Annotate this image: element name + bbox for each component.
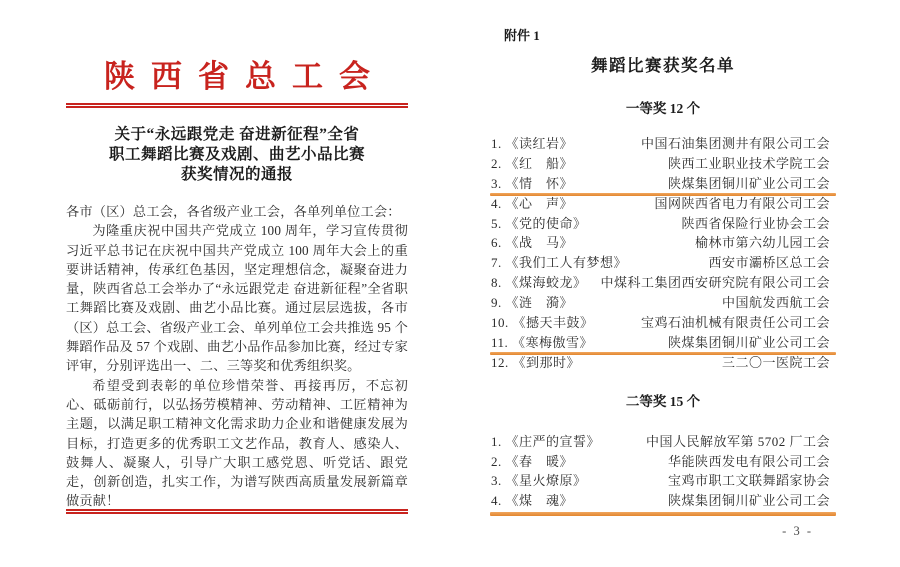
award-row (490, 333, 836, 353)
first-prize-heading: 一等奖 12 个 (625, 101, 701, 116)
award-row (490, 233, 836, 253)
award-row (490, 452, 836, 472)
work-title: 5. 《党的使命》 (491, 215, 587, 231)
second-prize-heading: 二等奖 15 个 (625, 393, 701, 409)
union-name: 榆林市第六幼儿园工会 (694, 235, 830, 251)
award-row (490, 491, 836, 511)
award-row (490, 273, 836, 293)
award-row (490, 253, 836, 273)
award-row (490, 432, 836, 452)
award-row (490, 154, 836, 174)
doc-title-line-3: 获奖情况的通报 (180, 166, 293, 183)
union-name: 三二〇一医院工会 (721, 354, 830, 370)
work-title: 10. 《撼天丰鼓》 (491, 315, 594, 331)
award-row (490, 293, 836, 313)
work-title: 9. 《涟 漪》 (491, 295, 574, 311)
body-paragraph-1: 为隆重庆祝中国共产党成立 100 周年，学习宣传贯彻习近平总书记在庆祝中国共产党成立 100 周年大会上的重要讲话精神，传承红色基因，坚定理想信念，凝聚奋进力量，陕西省总工会举办了“永远跟党走 奋进新征程”全省职工舞蹈比赛及戏剧、曲艺小品比赛。通过层层选拔，各市（区）总工会、省级产业工会、单列单位工会共推选 95 个舞蹈作品及 57 个戏剧、曲艺小品作品参加比赛，经过专家评审，分别评选出一、二、三等奖和优秀组织奖。 (66, 223, 408, 374)
second-prize-list (490, 432, 836, 512)
first-prize-list (490, 134, 836, 373)
award-list-page (490, 0, 836, 567)
org-title: 陕西省总工会 (104, 59, 386, 94)
award-row (490, 471, 836, 491)
work-title: 3. 《星火燎原》 (491, 473, 587, 489)
attachment-label: 附件 1 (504, 28, 540, 43)
union-name: 中国航发西航工会 (721, 295, 830, 311)
award-row (490, 134, 836, 154)
award-row (490, 313, 836, 333)
union-name: 华能陕西发电有限公司工会 (667, 453, 830, 469)
notice-page (66, 0, 408, 567)
union-name: 中国石油集团测井有限公司工会 (640, 136, 830, 151)
union-name: 陕煤集团铜川矿业公司工会 (667, 334, 830, 350)
page-number: - 3 - (782, 523, 813, 538)
award-row (490, 194, 836, 214)
work-title: 3. 《情 怀》 (491, 175, 574, 191)
red-double-rule-bottom (66, 509, 408, 514)
work-title: 4. 《煤 魂》 (491, 493, 574, 509)
union-name: 宝鸡市职工文联舞蹈家协会 (667, 473, 830, 489)
salutation: 各市（区）总工会，各省级产业工会，各单列单位工会： (66, 204, 401, 219)
award-row (490, 174, 836, 194)
work-title: 8. 《煤海蛟龙》 (491, 275, 587, 291)
red-double-rule-top (66, 103, 408, 108)
union-name: 中国人民解放军第 5702 厂工会 (645, 433, 830, 449)
notice-body (66, 202, 408, 511)
work-title: 11. 《寒梅傲雪》 (491, 334, 594, 350)
orange-highlight-rule (490, 512, 836, 516)
union-name: 西安市灞桥区总工会 (708, 255, 830, 271)
work-title: 2. 《春 暖》 (491, 453, 574, 469)
work-title: 4. 《心 声》 (491, 195, 574, 211)
doc-title (66, 125, 408, 185)
union-name: 陕煤集团铜川矿业公司工会 (667, 493, 830, 509)
work-title: 12. 《到那时》 (491, 354, 581, 370)
work-title: 1. 《读红岩》 (491, 136, 574, 151)
doc-title-line-2: 职工舞蹈比赛及戏剧、曲艺小品比赛 (108, 146, 365, 163)
work-title: 7. 《我们工人有梦想》 (491, 255, 628, 271)
union-name: 国网陕西省电力有限公司工会 (654, 195, 830, 211)
union-name: 中煤科工集团西安研究院有限公司工会 (600, 275, 830, 291)
work-title: 1. 《庄严的宣誓》 (491, 433, 601, 449)
award-row (490, 214, 836, 234)
work-title: 2. 《红 船》 (491, 155, 574, 171)
union-name: 陕西省保险行业协会工会 (681, 215, 830, 231)
work-title: 6. 《战 马》 (491, 235, 574, 251)
body-paragraph-2: 希望受到表彰的单位珍惜荣誉、再接再厉，不忘初心、砥砺前行，以弘扬劳模精神、劳动精神、工匠精神为主题，以满足职工精神文化需求助力企业和谐健康发展为目标，打造更多的优秀职工文艺作品，教育人、感染人、鼓舞人、凝聚人，引导广大职工感党恩、听党话、跟党走，创新创造，扎实工作，为谱写陕西高质量发展新篇章做贡献！ (66, 377, 408, 509)
union-name: 陕煤集团铜川矿业公司工会 (667, 175, 830, 191)
union-name: 宝鸡石油机械有限责任公司工会 (640, 315, 830, 331)
doc-title-line-1: 关于“永远跟党走 奋进新征程”全省 (114, 126, 360, 143)
award-list-title: 舞蹈比赛获奖名单 (591, 56, 735, 75)
award-row (490, 353, 836, 373)
union-name: 陕西工业职业技术学院工会 (667, 155, 830, 171)
